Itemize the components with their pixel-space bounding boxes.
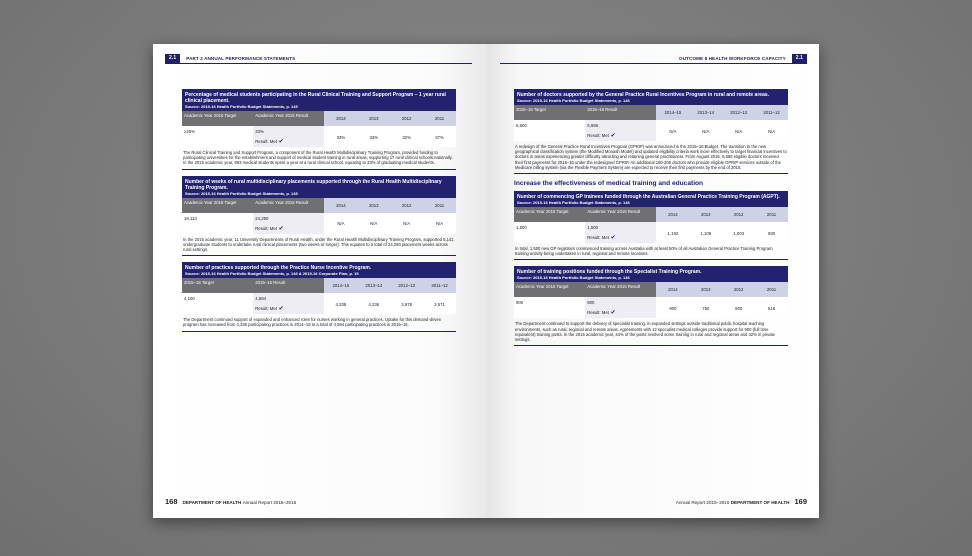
cell-value: 32%: [402, 134, 411, 140]
table-cell: [755, 120, 788, 141]
table-cell: [324, 293, 357, 314]
table-header-row: [514, 207, 788, 222]
table-cell: [514, 297, 585, 318]
column-header: 2013: [689, 207, 722, 222]
cell-value: 1,500: [516, 225, 527, 231]
column-header: 2015–16 Result: [585, 105, 656, 120]
table-cell: [324, 126, 357, 147]
performance-measure-block: [514, 266, 788, 346]
measure-table: [514, 207, 788, 243]
column-header: 2011: [755, 207, 788, 222]
measure-source: Source: 2015-16 Health Portfolio Budget Statements, p. 145: [185, 190, 298, 196]
table-row: [514, 222, 788, 243]
checkmark-icon: ✔: [608, 235, 616, 242]
right-page-content: [514, 89, 788, 352]
checkmark-icon: ✔: [276, 306, 284, 313]
table-cell: [324, 213, 357, 234]
header-title: PART 2 ANNUAL PERFORMANCE STATEMENTS: [186, 55, 296, 61]
left-page-content: [182, 89, 456, 338]
column-header: 2011: [755, 282, 788, 297]
page-number: 168: [165, 497, 178, 506]
result-label: Result: Met: [255, 139, 277, 144]
cell-value: N/A: [702, 128, 710, 134]
column-header: 2011: [423, 198, 456, 213]
table-cell: [514, 222, 585, 243]
measure-title-text: Number of training positions funded through the Specialist Training Program.: [517, 269, 702, 276]
performance-measure-block: [514, 89, 788, 174]
checkmark-icon: ✔: [276, 139, 284, 145]
measure-description: The Department continued support of expanded and enhanced roles for nurses working in general practices. Uptake for this demand-driven program has increased from 4,338 participating practices in 2014–15 to a total of 4,594 participating practices in 2015–16.: [182, 314, 456, 331]
result-label: Result: Met: [587, 310, 609, 316]
measure-table: [514, 105, 788, 141]
column-header: 2012: [722, 282, 755, 297]
page-number: 169: [794, 497, 807, 506]
table-row: [182, 126, 456, 147]
column-header: 2013: [357, 198, 390, 213]
performance-measure-block: [182, 176, 456, 257]
table-row: [182, 293, 456, 314]
result-status: [587, 310, 654, 316]
section-badge: 2.1: [165, 54, 180, 63]
table-cell: [423, 213, 456, 234]
measure-title: [514, 191, 788, 207]
table-row: [514, 297, 788, 318]
table-cell: [253, 126, 324, 147]
header-rule: [165, 63, 472, 64]
cell-value: 1,500: [587, 225, 598, 231]
performance-measure-block: [182, 262, 456, 331]
cell-value: 33%: [255, 129, 264, 134]
measure-title-text: Number of commencing GP trainees funded through the Australian General Practice Training Program (AGPT).: [517, 194, 780, 201]
measure-title: [182, 89, 456, 111]
table-row: [514, 120, 788, 141]
left-page: [153, 44, 486, 518]
footer-org: DEPARTMENT OF HEALTH: [182, 500, 242, 505]
table-cell: [390, 126, 423, 147]
left-page-header: [165, 54, 295, 62]
cell-value: N/A: [435, 221, 444, 227]
measure-title-text: Percentage of medical students participating in the Rural Clinical Training and Support Program – 1 year rural clinical placement.: [185, 92, 446, 104]
cell-value: 518: [767, 305, 776, 311]
checkmark-icon: ✔: [608, 310, 616, 317]
column-header: 2014: [324, 111, 357, 126]
measure-description: In the 2015 academic year, 11 University Departments of Rural Health, under the Rural Health Multidisciplinary Training Program, supported 5,141 undergraduate students to undertake rural clinical placements (two weeks or longer). This equates to a total of 24,290 placement weeks across rural settings.: [182, 234, 456, 257]
cell-value: 900: [516, 300, 524, 306]
column-header: Academic Year 2015 Result: [253, 111, 324, 126]
right-page-header: [679, 54, 807, 62]
cell-value: 600: [735, 305, 743, 311]
cell-value: 3,571: [434, 301, 445, 307]
table-cell: [253, 213, 324, 234]
column-header: 2015–16 Target: [182, 278, 253, 293]
column-header: Academic Year 2015 Target: [514, 282, 585, 297]
result-label: Result: Met: [587, 133, 609, 138]
measure-table: [182, 111, 456, 147]
table-cell: [182, 293, 253, 314]
table-cell: [689, 120, 722, 141]
cell-value: 33%: [369, 134, 379, 140]
table-cell: [357, 213, 390, 234]
result-status: [255, 226, 322, 232]
result-label: Result: Met: [255, 225, 277, 231]
column-header: Academic Year 2015 Result: [253, 198, 324, 213]
measure-description: The Department continued to support the delivery of specialist training, in expanded settings outside traditional public hospital teaching environments, such as rural, regional and remote areas. Agreements with 12 specialist medical colleges provide support for 900 (full time equivalent) training posts. In the 2015 academic year, 44% of the posts involved some training in rural and regional areas and 42% in private settings.: [514, 318, 788, 346]
table-cell: [585, 120, 656, 141]
cell-value: N/A: [767, 128, 776, 134]
cell-value: 18,113: [184, 215, 197, 221]
table-cell: [656, 297, 689, 318]
column-header: Academic Year 2015 Target: [182, 111, 253, 126]
table-cell: [182, 126, 253, 147]
column-header: 2015–16 Result: [253, 278, 324, 293]
measure-title-text: Number of weeks of rural multidisciplinary placements supported through the Rural Health Multidisciplinary Training Program.: [185, 178, 442, 191]
result-status: [587, 133, 654, 139]
table-cell: [423, 293, 456, 314]
performance-measure-block: [182, 89, 456, 170]
column-header: 2013: [689, 282, 722, 297]
column-header: Academic Year 2015 Target: [514, 207, 585, 222]
cell-value: 4,338: [335, 301, 347, 307]
measure-title-text: Number of doctors supported by the General Practice Rural Incentives Program in rural and remote areas.: [517, 92, 770, 98]
result-status: [255, 306, 322, 312]
column-header: 2011: [423, 111, 456, 126]
cell-value: 900: [587, 300, 595, 306]
table-cell: [722, 222, 755, 243]
cell-value: 930: [767, 230, 776, 236]
column-header: 2014: [324, 198, 357, 213]
cell-value: 37%: [435, 134, 444, 140]
checkmark-icon: ✔: [276, 225, 284, 232]
table-cell: [390, 213, 423, 234]
column-header: 2014: [656, 282, 689, 297]
right-page-footer: [676, 497, 807, 506]
column-header: 2014–15: [324, 278, 357, 293]
annual-report-spread: [153, 44, 819, 518]
table-cell: [656, 222, 689, 243]
header-title: OUTCOME 8 HEALTH WORKFORCE CAPACITY: [679, 55, 786, 61]
table-cell: [357, 126, 390, 147]
cell-value: 3,978: [401, 301, 413, 307]
measure-source: Source: 2015-16 Health Portfolio Budget Statements, p. 146: [517, 98, 630, 103]
table-header-row: [182, 111, 456, 126]
cell-value: 900: [669, 305, 677, 311]
column-header: Academic Year 2015 Target: [182, 198, 253, 213]
cell-value: 1,003: [733, 230, 745, 236]
table-cell: [722, 297, 755, 318]
left-page-footer: [165, 497, 296, 506]
column-header: 2012: [390, 111, 423, 126]
cell-value: N/A: [735, 128, 743, 134]
footer-report: Annual Report 2015–2016: [675, 500, 730, 505]
table-cell: [182, 213, 253, 234]
column-header: 2014–15: [656, 105, 689, 120]
column-header: Academic Year 2015 Result: [585, 282, 656, 297]
measure-source: Source: 2015-16 Health Portfolio Budget Statements, p. 146: [517, 200, 630, 206]
column-header: 2013: [357, 111, 390, 126]
column-header: 2012–13: [390, 278, 423, 293]
table-header-row: [514, 105, 788, 120]
measure-title: [182, 176, 456, 198]
cell-value: 4,236: [368, 301, 380, 307]
result-label: Result: Met: [255, 306, 277, 312]
performance-measure-block: [514, 191, 788, 260]
column-header: 2013–14: [357, 278, 390, 293]
table-cell: [755, 297, 788, 318]
table-cell: [755, 222, 788, 243]
column-header: 2011–12: [423, 278, 456, 293]
result-label: Result: Met: [587, 235, 609, 241]
measure-title: [182, 262, 456, 278]
cell-value: N/A: [337, 221, 345, 227]
table-cell: [722, 120, 755, 141]
cell-value: N/A: [403, 221, 411, 227]
table-cell: [585, 222, 656, 243]
cell-value: 1,108: [700, 230, 712, 236]
section-badge: 2.1: [792, 54, 807, 63]
table-cell: [689, 222, 722, 243]
cell-value: 4,594: [255, 296, 266, 302]
cell-value: ≥25%: [184, 129, 195, 134]
measure-description: A redesign of the General Practice Rural Incentives Program (GPRIP) was announced in the 2015–16 Budget. The transition to the new geographical classification system (the Modified Monash Model) and updated eligibility criteria work more effectively to target financial incentives to doctors in areas experiencing greater difficulty attracting and retaining general practitioners. From August 2016, 6,696 eligible doctors received their first payments for 2015–16 under the redesigned GPRIP. An additional 150-200 doctors who provide eligible GPRIP services outside of the Medicare billing system (via the Flexible Payment System) are expected to receive their first payments by the end of 2016.: [514, 141, 788, 174]
cell-value: 6,696: [587, 123, 598, 128]
measure-table: [182, 278, 456, 314]
measure-title: [514, 89, 788, 105]
footer-report: Annual Report 2015–2016: [242, 500, 297, 505]
result-status: [587, 235, 654, 241]
cell-value: 6,500: [516, 123, 527, 128]
table-cell: [656, 120, 689, 141]
cell-value: 4,100: [184, 296, 195, 302]
measure-description: In total, 1,500 new GP registrars commenced training across Australia with at least 50% of all Australian General Practice Training Program training activity being undertaken in rural, regional and remote locations.: [514, 243, 788, 260]
measure-table: [182, 198, 456, 234]
cell-value: 33%: [336, 134, 346, 140]
column-header: 2012–13: [722, 105, 755, 120]
measure-source: Source: 2015-16 Health Portfolio Budget Statements, p. 145: [185, 104, 298, 109]
measure-title: [514, 266, 788, 282]
column-header: 2015–16 Target: [514, 105, 585, 120]
column-header: 2014: [656, 207, 689, 222]
column-header: 2012: [722, 207, 755, 222]
column-header: Academic Year 2015 Result: [585, 207, 656, 222]
table-cell: [514, 120, 585, 141]
table-header-row: [514, 282, 788, 297]
table-cell: [585, 297, 656, 318]
footer-org: DEPARTMENT OF HEALTH: [730, 500, 790, 505]
column-header: 2012: [390, 198, 423, 213]
table-header-row: [182, 198, 456, 213]
result-status: [255, 139, 322, 145]
measure-source: Source: 2015-16 Health Portfolio Budget Statements, p. 146: [517, 275, 630, 281]
measure-source: Source: 2015-16 Health Portfolio Budget Statements, p. 146 & 2015-16 Corporate Plan, p. 15: [185, 271, 359, 277]
cell-value: 750: [702, 305, 710, 311]
cell-value: N/A: [669, 128, 677, 134]
table-header-row: [182, 278, 456, 293]
measure-table: [514, 282, 788, 318]
column-header: 2013–14: [689, 105, 722, 120]
cell-value: N/A: [370, 221, 378, 227]
measure-title-text: Number of practices supported through the Practice Nurse Incentive Program.: [185, 265, 372, 272]
table-cell: [390, 293, 423, 314]
cell-value: 1,192: [667, 230, 679, 236]
table-cell: [357, 293, 390, 314]
measure-description: The Rural Clinical Training and Support Program, a component of the Rural Health Multidisciplinary Training Program, provided funding to participating universities for the establishment and support of medical student training in rural areas, supporting 17 rural clinical schools nationally. In the 2015 academic year, 693 medical students spent a year at a rural clinical school, equating to 33% of graduating medical students.: [182, 147, 456, 170]
table-cell: [689, 297, 722, 318]
cell-value: 24,290: [255, 215, 269, 221]
header-rule: [500, 63, 807, 64]
column-header: 2011–12: [755, 105, 788, 120]
table-cell: [253, 293, 324, 314]
table-row: [182, 213, 456, 234]
right-page: [486, 44, 819, 518]
table-cell: [423, 126, 456, 147]
section-subheading: Increase the effectiveness of medical training and education: [514, 180, 704, 188]
checkmark-icon: ✔: [608, 133, 616, 139]
